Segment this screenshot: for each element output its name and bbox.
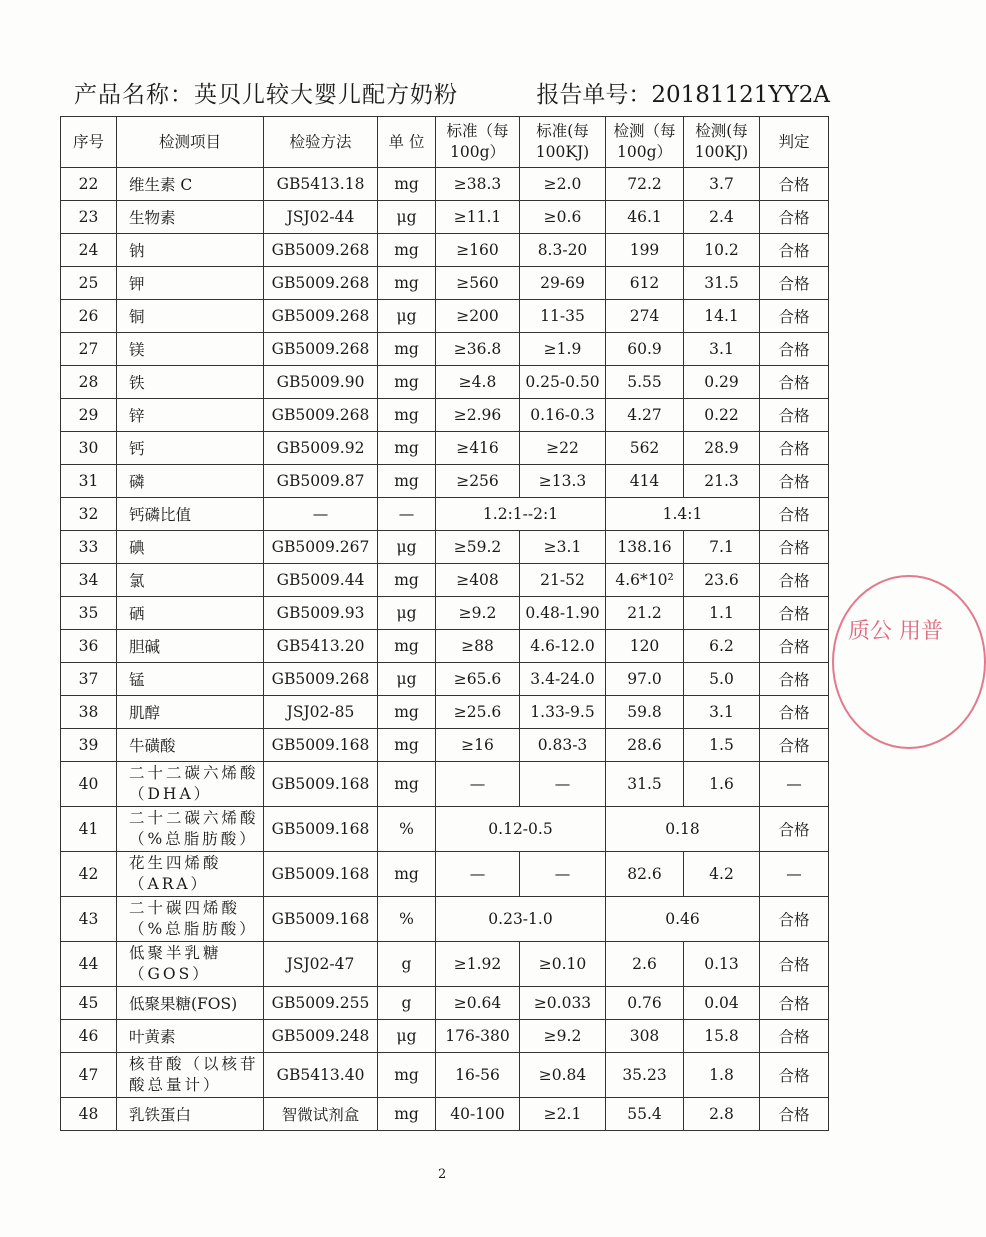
report-header [74,76,830,112]
cell-seq: 32 [61,498,117,531]
cell-standard: 1.2:1--2:1 [436,498,606,531]
cell-result-100kj: 10.2 [684,234,760,267]
col-header-method: 检验方法 [264,117,378,168]
cell-item: 钙磷比值 [117,498,264,531]
cell-unit: mg [378,168,436,201]
cell-item: 生物素 [117,201,264,234]
cell-result-100kj: 3.1 [684,696,760,729]
cell-unit: μg [378,531,436,564]
cell-seq: 40 [61,762,117,807]
cell-result-100g: 612 [606,267,684,300]
cell-result-100kj: 7.1 [684,531,760,564]
cell-result-100kj: 0.04 [684,987,760,1020]
cell-std-100kj: ≥1.9 [520,333,606,366]
cell-std-100g: ≥408 [436,564,520,597]
cell-verdict: 合格 [760,696,829,729]
cell-std-100kj: ≥9.2 [520,1020,606,1053]
cell-seq: 25 [61,267,117,300]
cell-item: 低聚果糖(FOS) [117,987,264,1020]
cell-unit: μg [378,1020,436,1053]
cell-result-100g: 21.2 [606,597,684,630]
table-row [61,696,829,729]
cell-unit: g [378,942,436,987]
cell-method: GB5009.268 [264,234,378,267]
cell-verdict: 合格 [760,168,829,201]
cell-result-100kj: 1.1 [684,597,760,630]
cell-std-100g: ≥25.6 [436,696,520,729]
cell-method: GB5413.40 [264,1053,378,1098]
cell-seq: 33 [61,531,117,564]
table-row [61,465,829,498]
cell-method: 智微试剂盒 [264,1098,378,1131]
cell-result-100kj: 4.2 [684,852,760,897]
cell-seq: 42 [61,852,117,897]
cell-verdict: 合格 [760,432,829,465]
cell-method: GB5009.168 [264,762,378,807]
cell-method: GB5009.44 [264,564,378,597]
product-name: 产品名称：英贝儿较大婴儿配方奶粉 [74,82,458,108]
col-header-unit: 单 位 [378,117,436,168]
table-row [61,1020,829,1053]
col-header-verdict: 判定 [760,117,829,168]
cell-item: 硒 [117,597,264,630]
cell-result-100g: 120 [606,630,684,663]
cell-method: GB5009.168 [264,729,378,762]
cell-result-100kj: 1.6 [684,762,760,807]
page-number: 2 [438,1167,447,1182]
cell-method: — [264,498,378,531]
table-row [61,432,829,465]
cell-std-100kj: ≥0.033 [520,987,606,1020]
cell-unit: μg [378,300,436,333]
cell-verdict: 合格 [760,300,829,333]
cell-unit: — [378,498,436,531]
cell-unit: % [378,807,436,852]
cell-method: GB5009.268 [264,663,378,696]
cell-verdict: 合格 [760,366,829,399]
cell-method: GB5009.268 [264,267,378,300]
cell-seq: 35 [61,597,117,630]
table-row [61,366,829,399]
cell-method: GB5009.92 [264,432,378,465]
cell-std-100kj: 4.6-12.0 [520,630,606,663]
cell-std-100kj: 3.4-24.0 [520,663,606,696]
cell-item: 牛磺酸 [117,729,264,762]
table-row [61,897,829,942]
cell-method: GB5009.87 [264,465,378,498]
cell-result-100kj: 0.13 [684,942,760,987]
cell-result-100kj: 1.5 [684,729,760,762]
table-row [61,663,829,696]
cell-seq: 36 [61,630,117,663]
cell-seq: 46 [61,1020,117,1053]
cell-item: 锌 [117,399,264,432]
cell-result-100g: 59.8 [606,696,684,729]
cell-result-100kj: 5.0 [684,663,760,696]
table-row [61,807,829,852]
table-header-row [61,117,829,168]
cell-result-100g: 60.9 [606,333,684,366]
cell-std-100g: 16-56 [436,1053,520,1098]
cell-std-100kj: ≥3.1 [520,531,606,564]
table-body [61,168,829,1131]
cell-result-100g: 35.23 [606,1053,684,1098]
cell-std-100g: ≥38.3 [436,168,520,201]
cell-result-100kj: 31.5 [684,267,760,300]
cell-seq: 22 [61,168,117,201]
cell-seq: 39 [61,729,117,762]
cell-seq: 34 [61,564,117,597]
cell-std-100kj: ≥0.10 [520,942,606,987]
cell-std-100g: — [436,852,520,897]
cell-std-100kj: 0.83-3 [520,729,606,762]
cell-std-100kj: ≥13.3 [520,465,606,498]
cell-item: 钾 [117,267,264,300]
table-row [61,234,829,267]
cell-result-100g: 28.6 [606,729,684,762]
table-row [61,333,829,366]
cell-item: 维生素 C [117,168,264,201]
cell-seq: 30 [61,432,117,465]
cell-item: 核苷酸（以核苷酸总量计） [117,1053,264,1098]
table-row [61,201,829,234]
cell-unit: mg [378,1053,436,1098]
table-row [61,852,829,897]
cell-verdict: 合格 [760,498,829,531]
cell-unit: μg [378,597,436,630]
cell-result-100g: 2.6 [606,942,684,987]
cell-unit: mg [378,366,436,399]
cell-result-100g: 5.55 [606,366,684,399]
cell-method: GB5009.168 [264,807,378,852]
cell-seq: 23 [61,201,117,234]
table-row [61,942,829,987]
cell-std-100g: ≥36.8 [436,333,520,366]
cell-unit: μg [378,663,436,696]
cell-verdict: 合格 [760,729,829,762]
cell-method: GB5009.268 [264,399,378,432]
cell-method: GB5009.90 [264,366,378,399]
cell-verdict: 合格 [760,267,829,300]
table-row [61,498,829,531]
cell-seq: 28 [61,366,117,399]
cell-unit: mg [378,234,436,267]
cell-result-100kj: 3.7 [684,168,760,201]
cell-seq: 27 [61,333,117,366]
cell-result-100g: 274 [606,300,684,333]
cell-item: 氯 [117,564,264,597]
cell-result: 1.4:1 [606,498,760,531]
cell-item: 叶黄素 [117,1020,264,1053]
table-row [61,300,829,333]
table-row [61,267,829,300]
cell-result-100kj: 28.9 [684,432,760,465]
cell-item: 钙 [117,432,264,465]
cell-result: 0.18 [606,807,760,852]
cell-verdict: 合格 [760,597,829,630]
cell-result-100kj: 0.29 [684,366,760,399]
cell-method: JSJ02-85 [264,696,378,729]
cell-verdict: 合格 [760,1098,829,1131]
cell-result-100kj: 15.8 [684,1020,760,1053]
test-results-table [60,116,829,1131]
table-row [61,1098,829,1131]
cell-standard: 0.23-1.0 [436,897,606,942]
cell-unit: mg [378,1098,436,1131]
cell-result-100g: 199 [606,234,684,267]
cell-item: 钠 [117,234,264,267]
cell-result-100kj: 1.8 [684,1053,760,1098]
cell-method: GB5413.20 [264,630,378,663]
cell-std-100g: 176-380 [436,1020,520,1053]
table-row [61,597,829,630]
cell-result-100g: 46.1 [606,201,684,234]
cell-verdict: 合格 [760,234,829,267]
cell-seq: 26 [61,300,117,333]
cell-unit: mg [378,630,436,663]
cell-std-100kj: 0.25-0.50 [520,366,606,399]
cell-std-100kj: 0.16-0.3 [520,399,606,432]
cell-method: GB5009.268 [264,333,378,366]
cell-verdict: 合格 [760,630,829,663]
cell-std-100kj: ≥0.84 [520,1053,606,1098]
cell-std-100kj: 11-35 [520,300,606,333]
cell-seq: 29 [61,399,117,432]
cell-verdict: 合格 [760,531,829,564]
col-header-item: 检测项目 [117,117,264,168]
cell-item: 二十碳四烯酸（%总脂肪酸） [117,897,264,942]
cell-result-100kj: 23.6 [684,564,760,597]
cell-seq: 38 [61,696,117,729]
cell-method: GB5413.18 [264,168,378,201]
cell-std-100kj: ≥0.6 [520,201,606,234]
cell-seq: 37 [61,663,117,696]
cell-std-100g: ≥11.1 [436,201,520,234]
cell-item: 镁 [117,333,264,366]
table-row [61,399,829,432]
cell-unit: mg [378,465,436,498]
table-row [61,762,829,807]
cell-seq: 44 [61,942,117,987]
cell-std-100kj: ≥2.1 [520,1098,606,1131]
cell-unit: mg [378,762,436,807]
cell-verdict: 合格 [760,807,829,852]
cell-unit: mg [378,399,436,432]
table-row [61,729,829,762]
cell-result-100g: 55.4 [606,1098,684,1131]
cell-method: GB5009.248 [264,1020,378,1053]
cell-result-100kj: 21.3 [684,465,760,498]
cell-verdict: 合格 [760,942,829,987]
cell-verdict: 合格 [760,564,829,597]
cell-verdict: 合格 [760,663,829,696]
cell-std-100g: ≥59.2 [436,531,520,564]
cell-result-100kj: 14.1 [684,300,760,333]
cell-result-100g: 4.27 [606,399,684,432]
cell-result-100g: 308 [606,1020,684,1053]
cell-std-100kj: ≥22 [520,432,606,465]
cell-std-100kj: 8.3-20 [520,234,606,267]
cell-method: JSJ02-44 [264,201,378,234]
cell-std-100kj: 0.48-1.90 [520,597,606,630]
cell-std-100g: ≥16 [436,729,520,762]
cell-result-100g: 0.76 [606,987,684,1020]
cell-std-100g: 40-100 [436,1098,520,1131]
cell-seq: 24 [61,234,117,267]
cell-result-100g: 31.5 [606,762,684,807]
cell-std-100g: ≥1.92 [436,942,520,987]
cell-item: 乳铁蛋白 [117,1098,264,1131]
cell-method: GB5009.93 [264,597,378,630]
cell-result: 0.46 [606,897,760,942]
cell-item: 磷 [117,465,264,498]
cell-seq: 45 [61,987,117,1020]
cell-result-100kj: 2.8 [684,1098,760,1131]
cell-verdict: 合格 [760,399,829,432]
cell-verdict: 合格 [760,201,829,234]
cell-method: GB5009.267 [264,531,378,564]
cell-item: 铁 [117,366,264,399]
cell-method: GB5009.168 [264,897,378,942]
cell-result-100g: 97.0 [606,663,684,696]
cell-std-100kj: — [520,762,606,807]
cell-result-100g: 138.16 [606,531,684,564]
cell-item: 胆碱 [117,630,264,663]
cell-unit: % [378,897,436,942]
cell-item: 锰 [117,663,264,696]
cell-result-100g: 82.6 [606,852,684,897]
cell-std-100g: ≥160 [436,234,520,267]
cell-method: JSJ02-47 [264,942,378,987]
cell-verdict: — [760,762,829,807]
cell-seq: 41 [61,807,117,852]
cell-std-100g: ≥88 [436,630,520,663]
table-row [61,564,829,597]
cell-result-100g: 414 [606,465,684,498]
cell-result-100g: 562 [606,432,684,465]
cell-unit: g [378,987,436,1020]
cell-item: 二十二碳六烯酸（%总脂肪酸） [117,807,264,852]
table-row [61,168,829,201]
cell-unit: mg [378,267,436,300]
cell-verdict: 合格 [760,1053,829,1098]
cell-item: 铜 [117,300,264,333]
cell-std-100g: ≥256 [436,465,520,498]
cell-unit: mg [378,852,436,897]
cell-item: 肌醇 [117,696,264,729]
cell-std-100kj: 1.33-9.5 [520,696,606,729]
cell-result-100g: 72.2 [606,168,684,201]
cell-seq: 48 [61,1098,117,1131]
table-row [61,1053,829,1098]
table-row [61,531,829,564]
cell-verdict: 合格 [760,465,829,498]
col-header-result-100g: 检测（每100g） [606,117,684,168]
cell-verdict: 合格 [760,333,829,366]
cell-unit: mg [378,564,436,597]
cell-seq: 31 [61,465,117,498]
cell-verdict: — [760,852,829,897]
cell-std-100g: ≥9.2 [436,597,520,630]
cell-result-100kj: 0.22 [684,399,760,432]
cell-std-100kj: ≥2.0 [520,168,606,201]
cell-verdict: 合格 [760,987,829,1020]
cell-std-100kj: 21-52 [520,564,606,597]
cell-std-100g: ≥416 [436,432,520,465]
cell-std-100g: ≥560 [436,267,520,300]
cell-seq: 43 [61,897,117,942]
col-header-seq: 序号 [61,117,117,168]
cell-verdict: 合格 [760,1020,829,1053]
cell-std-100g: — [436,762,520,807]
cell-unit: mg [378,333,436,366]
seal-text: 质公 用普 [848,619,943,644]
report-number: 报告单号：20181121YY2A [536,82,830,108]
cell-item: 低聚半乳糖（GOS） [117,942,264,987]
cell-std-100g: ≥0.64 [436,987,520,1020]
col-header-result-100kj: 检测(每100KJ) [684,117,760,168]
cell-item: 碘 [117,531,264,564]
cell-method: GB5009.168 [264,852,378,897]
cell-standard: 0.12-0.5 [436,807,606,852]
cell-std-100g: ≥4.8 [436,366,520,399]
cell-verdict: 合格 [760,897,829,942]
cell-method: GB5009.268 [264,300,378,333]
cell-unit: mg [378,432,436,465]
cell-unit: μg [378,201,436,234]
cell-unit: mg [378,729,436,762]
cell-method: GB5009.255 [264,987,378,1020]
cell-unit: mg [378,696,436,729]
col-header-std-100g: 标准（每100g） [436,117,520,168]
cell-std-100kj: 29-69 [520,267,606,300]
cell-item: 二十二碳六烯酸（DHA） [117,762,264,807]
cell-item: 花生四烯酸（ARA） [117,852,264,897]
table-row [61,630,829,663]
cell-std-100g: ≥65.6 [436,663,520,696]
official-seal-stamp [832,575,986,749]
cell-result-100kj: 3.1 [684,333,760,366]
cell-result-100kj: 6.2 [684,630,760,663]
cell-std-100g: ≥2.96 [436,399,520,432]
cell-result-100g: 4.6*10² [606,564,684,597]
cell-std-100kj: — [520,852,606,897]
cell-std-100g: ≥200 [436,300,520,333]
cell-result-100kj: 2.4 [684,201,760,234]
cell-seq: 47 [61,1053,117,1098]
col-header-std-100kj: 标准(每100KJ) [520,117,606,168]
table-row [61,987,829,1020]
